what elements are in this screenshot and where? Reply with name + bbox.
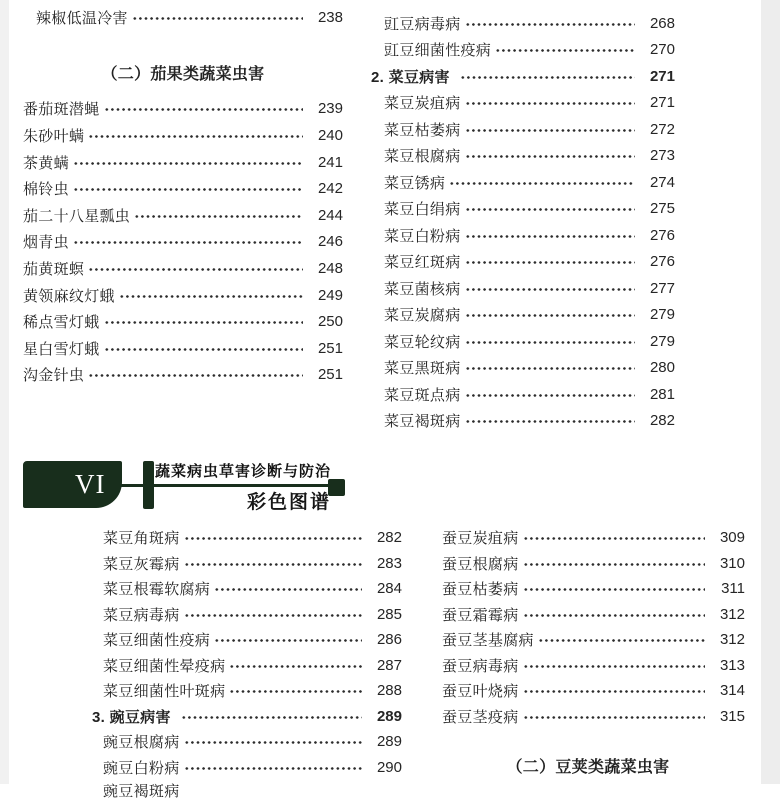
toc-label: 豇豆细菌性疫病 [384,42,492,60]
toc-page-number: 289 [376,707,402,725]
leader-dots [465,418,635,425]
toc-row [23,4,343,31]
page-edge-left [0,0,9,784]
leader-dots [119,293,303,300]
leader-dots [465,206,635,213]
leader-dots [523,612,705,619]
toc-page-number: 238 [317,8,343,26]
toc-row [371,381,675,408]
leader-dots [181,714,362,721]
toc-page-number: 251 [317,339,343,357]
toc-page-number: 277 [649,279,675,297]
toc-row [371,302,675,329]
toc-row [23,229,343,256]
toc-page-number: 249 [317,286,343,304]
toc-label: 烟青虫 [23,234,69,252]
toc-row [371,249,675,276]
toc-row [23,255,343,282]
toc-label: 棉铃虫 [23,181,69,199]
toc-page-number: 268 [649,14,675,32]
toc-label: 菜豆锈病 [384,174,446,192]
leader-dots [465,392,635,399]
toc-column-page2-left [92,525,402,806]
toc-label: 菜豆菌核病 [384,280,461,298]
toc-page-number: 272 [649,120,675,138]
leader-dots [184,739,362,746]
toc-row [92,525,402,551]
toc-row [371,275,675,302]
toc-row [92,602,402,628]
toc-row [92,653,402,679]
toc-page-number: 276 [649,253,675,271]
toc-row [371,328,675,355]
toc-row [92,755,402,781]
leader-dots [465,233,635,240]
leader-dots [214,586,362,593]
toc-page-number: 312 [719,631,745,649]
toc-column-page2-right [431,525,745,779]
leader-dots [229,688,362,695]
toc-page-number: 248 [317,259,343,277]
toc-label: 菜豆病毒病 [103,606,180,624]
leader-dots [184,765,362,772]
toc-label: 蚕豆茎基腐病 [442,632,534,650]
toc-label: 沟金针虫 [23,367,85,385]
leader-dots [495,47,635,54]
toc-page-number: 281 [649,385,675,403]
toc-label: 菜豆白绢病 [384,201,461,219]
toc-row [431,678,745,704]
leader-dots [465,127,635,134]
toc-row [92,678,402,704]
toc-page-number: 239 [317,100,343,118]
leader-dots [184,535,362,542]
toc-row [23,362,343,389]
toc-row [371,169,675,196]
leader-dots [73,160,303,167]
toc-page-number: 312 [719,605,745,623]
toc-label: 豌豆白粉病 [103,759,180,777]
leader-dots [88,372,303,379]
toc-page-number: 274 [649,173,675,191]
toc-page-number: 282 [376,529,402,547]
toc-label: 菜豆灰霉病 [103,555,180,573]
book-subtitle: 彩色图谱 [246,492,331,513]
toc-row [371,63,675,90]
toc-row [431,525,745,551]
toc-label: 辣椒低温冷害 [36,9,128,27]
toc-row [371,116,675,143]
toc-label: 蚕豆叶烧病 [442,683,519,701]
toc-page-number: 283 [376,554,402,572]
page-edge-right [761,0,780,784]
book-title: 蔬菜病虫草害诊断与防治 [154,464,331,480]
toc-label: 菜豆炭疽病 [384,95,461,113]
toc-label: 豌豆根腐病 [103,734,180,752]
toc-row [23,308,343,335]
toc-label: 茄二十八星瓢虫 [23,207,131,225]
toc-row [92,576,402,602]
toc-row [23,175,343,202]
leader-dots [523,714,705,721]
toc-page-number: 276 [649,226,675,244]
toc-row [371,222,675,249]
toc-label: 菜豆黑斑病 [384,360,461,378]
leader-dots [184,612,362,619]
leader-dots [104,319,303,326]
toc-page-number: 246 [317,233,343,251]
toc-label: 豇豆病毒病 [384,15,461,33]
toc-row [23,335,343,362]
leader-dots [73,186,303,193]
leader-dots [104,106,303,113]
toc-label: 菜豆炭腐病 [384,307,461,325]
leader-dots [134,213,303,220]
toc-page-number: 309 [719,529,745,547]
leader-dots [88,133,303,140]
toc-page-number: 280 [649,359,675,377]
page-number-block [23,461,122,508]
toc-page-number: 251 [317,366,343,384]
toc-row [23,96,343,123]
toc-row [371,37,675,64]
toc-row [371,90,675,117]
leader-dots [465,365,635,372]
toc-label: 蚕豆枯萎病 [442,581,519,599]
toc-row [92,704,402,730]
toc-page-number: 279 [649,306,675,324]
toc-page-number: 282 [649,412,675,430]
toc-page-number: 285 [376,605,402,623]
leader-dots [538,637,705,644]
leader-dots [523,561,705,568]
toc-page-number: 288 [376,682,402,700]
toc-page-number: 313 [719,656,745,674]
toc-label: 菜豆轮纹病 [384,333,461,351]
toc-label: 豌豆褐斑病 [103,783,180,800]
leader-dots [449,180,635,187]
toc-page-number: 315 [719,707,745,725]
leader-dots [465,339,635,346]
toc-label: （二）豆荚类蔬菜虫害 [506,759,670,777]
toc-page-number: 244 [317,206,343,224]
leader-dots [184,561,362,568]
toc-row [92,627,402,653]
toc-label: 菜豆角斑病 [103,530,180,548]
toc-label: 朱砂叶螨 [23,127,85,145]
toc-label: 黄领麻纹灯蛾 [23,287,115,305]
leader-dots [132,15,303,22]
toc-page-number: 242 [317,180,343,198]
toc-row [371,10,675,37]
toc-row [371,196,675,223]
toc-label: 2. 菜豆病害 [371,68,450,86]
toc-row [371,408,675,435]
toc-page-number: 271 [649,94,675,112]
toc-page-number: 250 [317,313,343,331]
toc-section-header [23,62,343,84]
leader-dots [214,637,362,644]
leader-dots [229,663,362,670]
divider-vertical-bar [143,461,154,509]
toc-label: （二）茄果类蔬菜虫害 [101,66,265,84]
leader-dots [460,74,635,81]
leader-dots [104,346,303,353]
toc-page-number: 273 [649,147,675,165]
toc-label: 蚕豆霜霉病 [442,606,519,624]
toc-label: 番茄斑潜蝇 [23,101,100,119]
toc-label: 稀点雪灯蛾 [23,314,100,332]
leader-dots [523,663,705,670]
toc-label: 蚕豆炭疽病 [442,530,519,548]
toc-page-number: 311 [721,580,745,598]
toc-label: 菜豆根腐病 [384,148,461,166]
toc-page-number: 286 [376,631,402,649]
toc-page-number: 241 [317,153,343,171]
toc-label: 蚕豆茎疫病 [442,708,519,726]
toc-page-number: 284 [376,580,402,598]
toc-row [431,551,745,577]
toc-row [92,729,402,755]
toc-row [431,653,745,679]
page-header-band [23,455,345,517]
toc-label: 菜豆斑点病 [384,386,461,404]
toc-page-number: 289 [376,733,402,751]
toc-row [371,355,675,382]
toc-label: 菜豆细菌性晕疫病 [103,657,226,675]
leader-dots [523,688,705,695]
toc-row [371,143,675,170]
toc-label: 菜豆细菌性叶斑病 [103,683,226,701]
toc-label: 菜豆根霉软腐病 [103,581,211,599]
toc-row [92,551,402,577]
toc-row [431,576,745,602]
toc-page-number: 271 [649,67,675,85]
toc-page-number: 287 [376,656,402,674]
toc-row [23,202,343,229]
toc-column-page1-right [371,10,675,434]
toc-row [23,282,343,309]
leader-dots [465,21,635,28]
toc-page-number: 240 [317,126,343,144]
leader-dots [465,312,635,319]
leader-dots [523,535,705,542]
leader-dots [523,586,705,593]
toc-section-header [431,753,745,779]
toc-label: 星白雪灯蛾 [23,340,100,358]
toc-page-number: 314 [719,682,745,700]
toc-row [431,602,745,628]
leader-dots [465,100,635,107]
toc-label: 蚕豆根腐病 [442,555,519,573]
toc-row [431,627,745,653]
toc-page-number: 279 [649,332,675,350]
toc-page-number: 270 [649,41,675,59]
toc-page-number: 275 [649,200,675,218]
toc-label: 菜豆细菌性疫病 [103,632,211,650]
leader-dots [465,286,635,293]
toc-label: 菜豆红斑病 [384,254,461,272]
page-number-roman: VI [75,469,106,499]
toc-column-page1-left [23,4,343,388]
leader-dots [88,266,303,273]
toc-label: 菜豆枯萎病 [384,121,461,139]
toc-label: 蚕豆病毒病 [442,657,519,675]
toc-row [23,149,343,176]
toc-page-number: 290 [376,758,402,776]
toc-label: 菜豆褐斑病 [384,413,461,431]
toc-page-number: 310 [719,554,745,572]
leader-dots [465,153,635,160]
toc-label: 茶黄螨 [23,154,69,172]
toc-row [431,704,745,730]
leader-dots [73,239,303,246]
leader-dots [465,259,635,266]
toc-label: 茄黄斑螟 [23,260,85,278]
toc-row [23,122,343,149]
toc-label: 菜豆白粉病 [384,227,461,245]
toc-label: 3. 豌豆病害 [92,708,171,726]
